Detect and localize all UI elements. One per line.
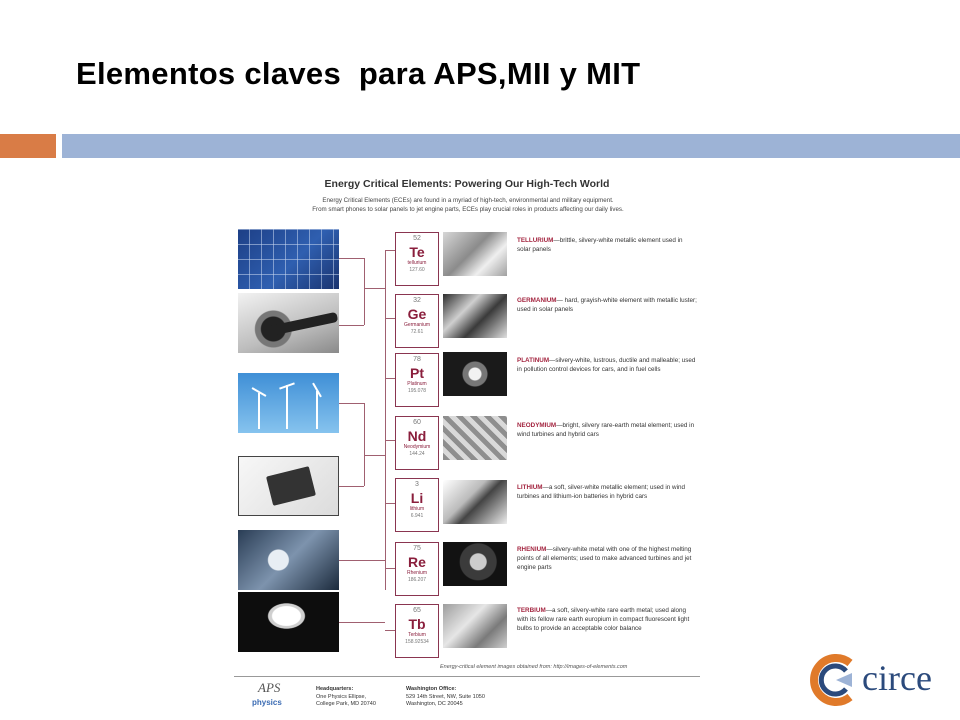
poster-title: Energy Critical Elements: Powering Our High-Tech World <box>324 178 610 190</box>
atomic-number: 78 <box>413 356 421 363</box>
connector-line <box>385 318 395 319</box>
element-description <box>517 356 697 374</box>
element-box-te <box>395 232 439 286</box>
germanium-sample-photo <box>443 294 507 338</box>
element-description-text: —silvery-white, lustrous, ductile and malleable; used in pollution control devices for cars, and in fuel cells <box>517 357 696 373</box>
slide-title: Elementos claves para APS,MII y MIT <box>76 56 641 91</box>
element-box-re <box>395 542 439 596</box>
solar-panel-photo <box>238 229 339 289</box>
element-symbol: Ge <box>407 306 427 322</box>
hq-line: One Physics Ellipse, <box>316 693 367 700</box>
connector-line <box>364 288 385 289</box>
atomic-number: 65 <box>413 607 421 614</box>
atomic-mass: 186.207 <box>407 577 427 583</box>
element-box-nd <box>395 416 439 470</box>
element-description <box>517 545 697 572</box>
hq-label: Headquarters: <box>316 686 354 692</box>
dc-line: 529 14th Street, NW, Suite 1050 <box>406 693 485 700</box>
wind-turbines-photo <box>238 373 339 433</box>
poster-subtitle <box>258 196 678 214</box>
element-name: lithium <box>409 506 425 512</box>
aps-logo-text: APS <box>258 680 281 695</box>
circe-logo <box>806 653 946 709</box>
element-symbol: Pt <box>410 365 424 381</box>
car-fueling-photo <box>238 293 339 353</box>
rhenium-sample-photo <box>443 542 507 586</box>
connector-line <box>385 440 395 441</box>
element-name: Neodymium <box>403 444 431 450</box>
connector-line <box>339 560 385 561</box>
element-description-text: —a soft, silver-white metallic element; used in wind turbines and lithium-ion batteries in hybrid cars <box>517 484 685 500</box>
connector-line <box>385 250 395 251</box>
fuel-nozzle <box>268 312 339 336</box>
element-name: Rhenium <box>406 570 427 576</box>
element-name: tellurium <box>407 260 427 266</box>
connector-line <box>385 250 386 590</box>
connector-line <box>364 455 385 456</box>
connector-line <box>364 403 365 486</box>
element-description-text: —silvery-white metal with one of the highest melting points of all elements; used to make advanced turbines and jet engine parts <box>517 546 692 571</box>
battery-cell <box>266 466 316 506</box>
accent-bar-blue <box>62 134 960 158</box>
element-label: LITHIUM <box>517 484 543 491</box>
atomic-mass: 6.941 <box>410 513 424 519</box>
atomic-mass: 72.61 <box>410 329 424 335</box>
connector-line <box>339 325 364 326</box>
element-symbol: Te <box>409 244 425 260</box>
element-box-pt <box>395 353 439 407</box>
element-description <box>517 606 697 633</box>
connector-line <box>339 622 385 623</box>
connector-line <box>339 403 364 404</box>
physics-logo-text: physics <box>252 698 282 707</box>
element-box-tb <box>395 604 439 658</box>
element-name: Germanium <box>403 322 431 328</box>
connector-line <box>339 486 364 487</box>
circe-logo-text: circe <box>862 658 932 698</box>
atomic-mass: 144.24 <box>409 451 425 457</box>
footer-divider <box>234 676 700 677</box>
element-label: TERBIUM <box>517 607 546 614</box>
connector-line <box>339 258 364 259</box>
washington-address <box>406 686 485 709</box>
connector-line <box>364 258 365 325</box>
energy-elements-poster <box>228 170 706 718</box>
hq-line: College Park, MD 20740 <box>316 701 376 707</box>
element-label: GERMANIUM <box>517 297 557 304</box>
connector-line <box>385 503 395 504</box>
element-description <box>517 296 697 314</box>
connector-line <box>385 630 395 631</box>
element-name: Platinum <box>407 381 427 387</box>
element-label: TELLURIUM <box>517 237 554 244</box>
element-description <box>517 483 697 501</box>
element-name: Terbium <box>408 632 426 638</box>
element-label: PLATINUM <box>517 357 550 364</box>
connector-line <box>385 568 395 569</box>
poster-subtitle-line: Energy Critical Elements (ECEs) are found in a myriad of high-tech, environmental and military equipment. <box>322 197 614 204</box>
jet-engine-photo <box>238 530 339 590</box>
lithium-sample-photo <box>443 480 507 524</box>
element-description-text: —brittle, silvery-white metallic element used in solar panels <box>517 237 683 253</box>
battery-photo <box>238 456 339 516</box>
element-label: NEODYMIUM <box>517 422 557 429</box>
element-label: RHENIUM <box>517 546 547 553</box>
element-description <box>517 421 697 439</box>
aps-physics-logo <box>252 680 290 712</box>
element-symbol: Nd <box>407 428 427 444</box>
terbium-sample-photo <box>443 604 507 648</box>
headquarters-address <box>316 686 376 709</box>
neodymium-sample-photo <box>443 416 507 460</box>
element-box-li <box>395 478 439 532</box>
dc-label: Washington Office: <box>406 686 457 692</box>
poster-subtitle-line: From smart phones to solar panels to jet engine parts, ECEs play crucial roles in products affecting our daily lives. <box>312 206 624 213</box>
atomic-mass: 158.92534 <box>405 639 429 645</box>
atomic-number: 75 <box>413 545 421 552</box>
dc-line: Washington, DC 20045 <box>406 701 463 707</box>
atomic-mass: 127.60 <box>409 267 425 273</box>
atomic-number: 60 <box>413 419 421 426</box>
element-symbol: Tb <box>408 616 426 632</box>
accent-bar-orange <box>0 134 56 158</box>
atomic-number: 3 <box>415 481 419 488</box>
atomic-mass: 195.078 <box>407 388 427 394</box>
atomic-number: 32 <box>413 297 421 304</box>
element-symbol: Li <box>410 490 424 506</box>
light-bulb-photo <box>238 592 339 652</box>
element-description-text: — hard, grayish-white element with metallic luster; used in solar panels <box>517 297 697 313</box>
element-description <box>517 236 697 254</box>
element-symbol: Re <box>408 554 426 570</box>
platinum-sample-photo <box>443 352 507 396</box>
tellurium-sample-photo <box>443 232 507 276</box>
image-credit: Energy-critical element images obtained from: http://images-of-elements.com <box>440 664 628 670</box>
circe-mark-icon <box>806 653 860 707</box>
atomic-number: 52 <box>413 235 421 242</box>
element-box-ge <box>395 294 439 348</box>
connector-line <box>385 378 395 379</box>
element-description-text: —bright, silvery rare-earth metal element; used in wind turbines and hybrid cars <box>517 422 695 438</box>
element-description-text: —a soft, silvery-white rare earth metal; used along with its fellow rare earth europium in compact fluorescent light bulbs to provide an acceptable color balance <box>517 607 690 632</box>
